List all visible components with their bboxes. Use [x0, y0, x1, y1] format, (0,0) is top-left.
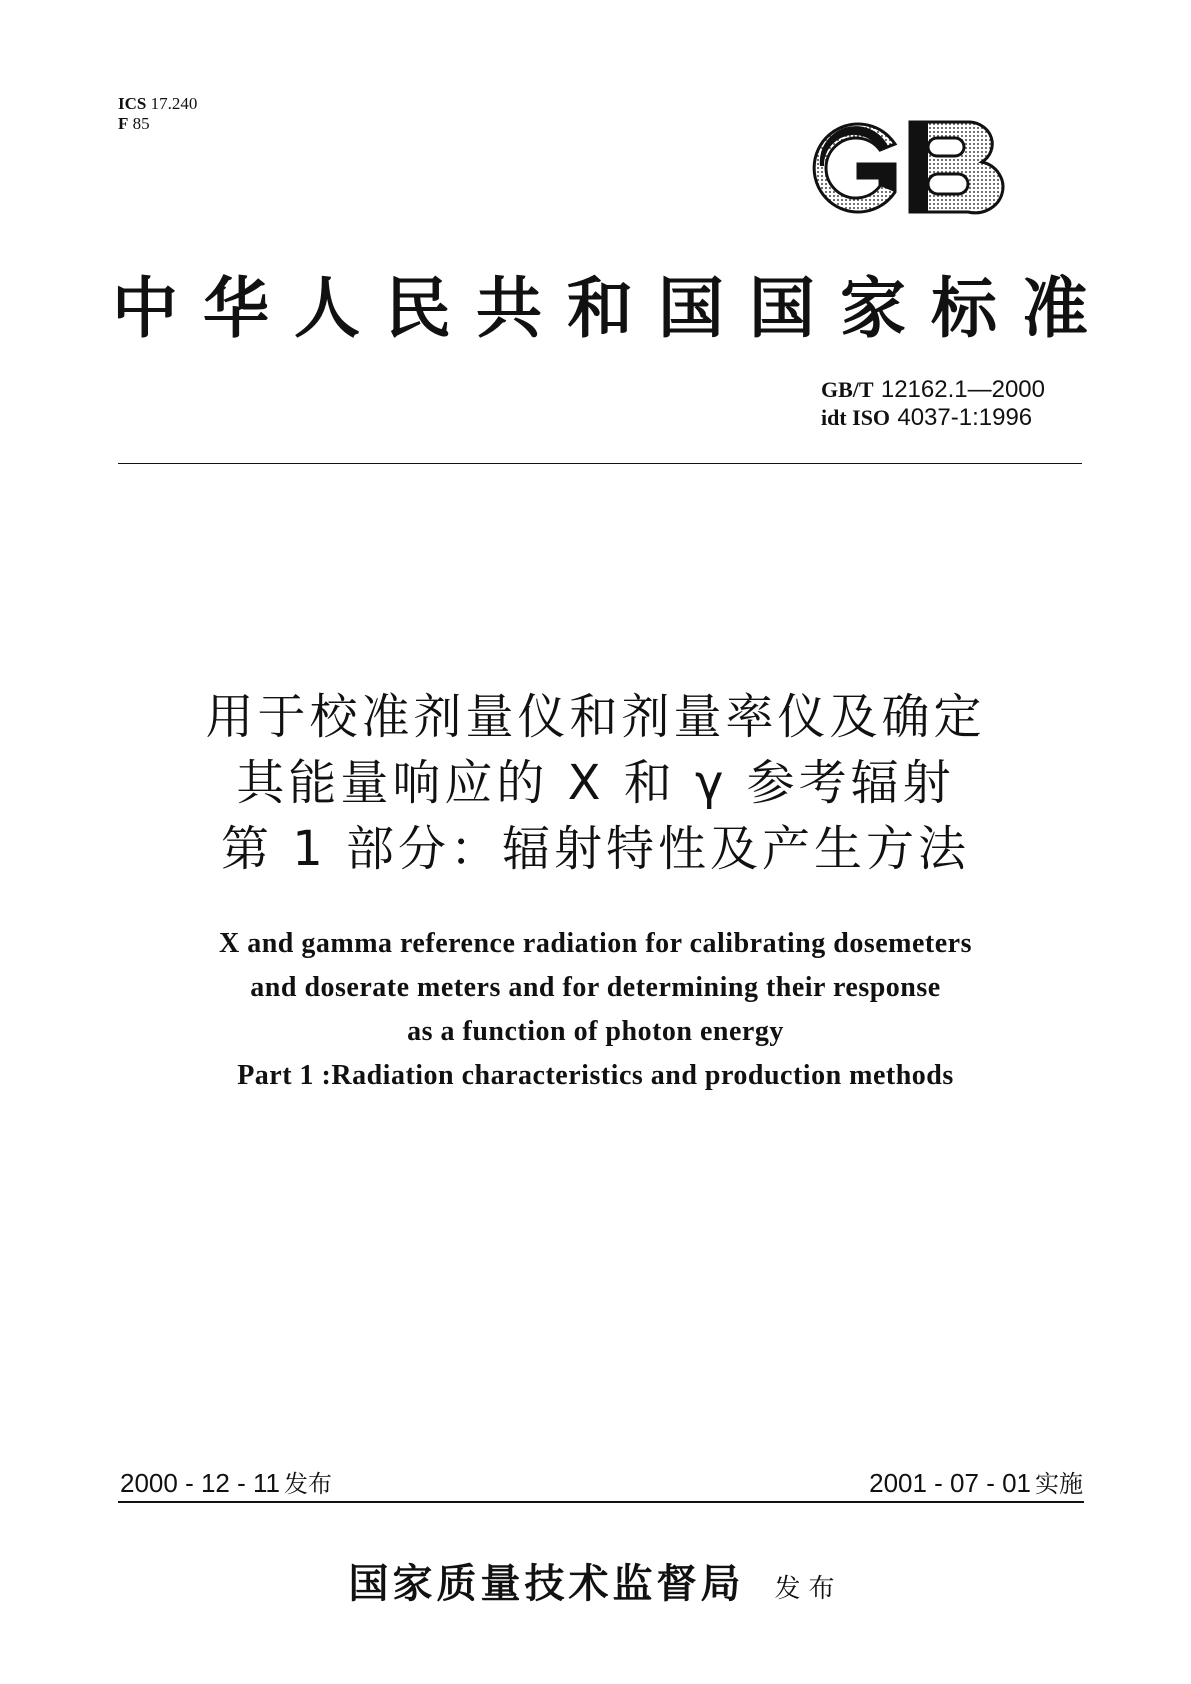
ccs-label: F	[118, 114, 129, 133]
publisher-name: 国家质量技术监督局	[348, 1560, 745, 1607]
effective-date	[869, 1464, 1083, 1499]
gb-code-value: 12162.1—2000	[880, 376, 1045, 403]
chinese-title-line: 其能量响应的 X 和 γ 参考辐射	[236, 755, 955, 811]
header-divider	[118, 463, 1082, 464]
english-title-line: as a function of photon energy	[407, 1016, 784, 1047]
title-char: 民	[385, 268, 451, 347]
gb-code	[821, 376, 1045, 404]
title-char: 国	[749, 268, 815, 347]
idt-code	[821, 404, 1045, 432]
issue-date-value: 2000 - 12 - 11	[120, 1468, 280, 1498]
issue-date-label: 发布	[283, 1470, 332, 1498]
ics-value: 17.240	[150, 94, 198, 113]
english-title-line: Part 1 :Radiation characteristics and production methods	[237, 1060, 954, 1091]
title-char: 标	[931, 268, 997, 347]
effective-date-value: 2001 - 07 - 01	[869, 1468, 1031, 1498]
title-char: 国	[658, 268, 724, 347]
title-char: 准	[1022, 268, 1088, 347]
chinese-title-line: 第 1 部分：辐射特性及产生方法	[220, 821, 971, 877]
chinese-title	[0, 684, 1191, 882]
standard-type-title	[112, 262, 1088, 347]
footer-divider	[118, 1501, 1084, 1503]
title-char: 和	[567, 268, 633, 347]
issue-date	[120, 1464, 332, 1499]
title-char: 华	[203, 268, 269, 347]
idt-code-value: 4037-1:1996	[897, 404, 1033, 431]
english-title	[0, 922, 1191, 1098]
ics-code	[118, 94, 197, 114]
chinese-title-line: 用于校准剂量仪和剂量率仪及确定	[205, 689, 986, 745]
ics-label: ICS	[118, 94, 147, 113]
publisher-action: 发布	[774, 1574, 843, 1604]
idt-code-label: idt ISO	[820, 405, 891, 430]
gb-code-label: GB/T	[820, 377, 874, 402]
standard-codes	[821, 376, 1045, 432]
ccs-code	[118, 114, 150, 134]
english-title-line: X and gamma reference radiation for calibrating dosemeters	[219, 928, 972, 959]
ccs-value: 85	[132, 114, 150, 133]
effective-date-label: 实施	[1035, 1470, 1083, 1498]
english-title-line: and doserate meters and for determining their response	[250, 972, 941, 1003]
title-char: 共	[476, 268, 542, 347]
title-char: 人	[294, 268, 360, 347]
gb-logo-icon	[800, 114, 1010, 220]
publisher	[0, 1552, 1191, 1609]
title-char: 中	[112, 268, 178, 347]
title-char: 家	[840, 268, 906, 347]
